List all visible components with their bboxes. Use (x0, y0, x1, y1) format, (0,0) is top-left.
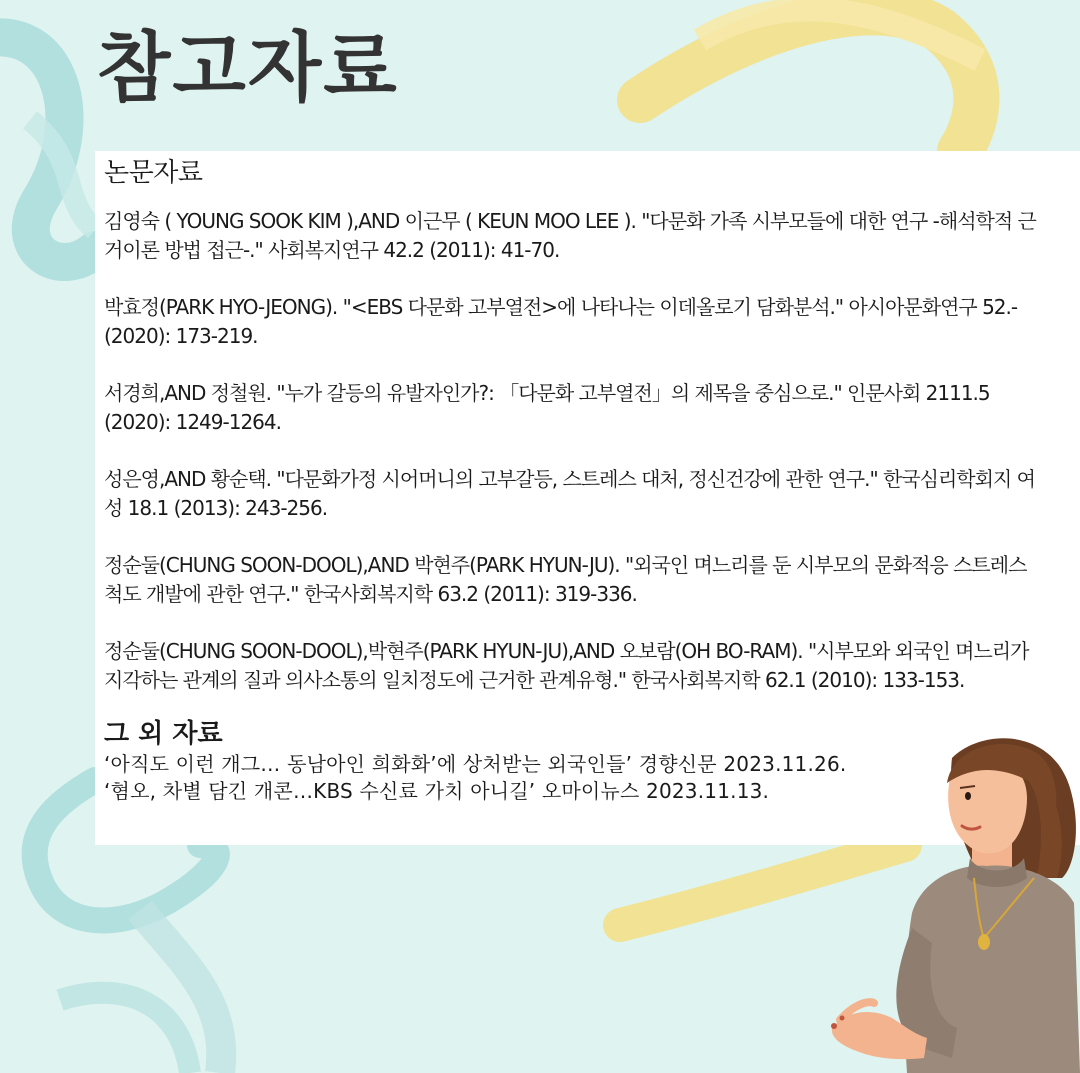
paper-reference: 정순둘(CHUNG SOON-DOOL),박현주(PARK HYUN-JU),AND 오보람(OH BO-RAM). "시부모와 외국인 며느리가 지각하는 관계의 질과 의사소통의 일치정도에 근거한 관계유형." 한국사회복지학 62.1 (2010): 133-153. (104, 639, 1029, 692)
news-reference: ‘아직도 이런 개그… 동남아인 희화화’에 상처받는 외국인들’ 경향신문 2023.11.26. (104, 752, 847, 776)
other-materials-heading: 그 외 자료 (104, 719, 223, 749)
page-title: 참고자료 (97, 23, 399, 112)
paper-reference-list (104, 207, 1066, 695)
paper-reference: 서경희,AND 정철원. "누가 갈등의 유발자인가?: 「다문화 고부열전」의 제목을 중심으로." 인문사회 2111.5 (2020): 1249-1264. (104, 381, 990, 434)
paper-reference: 정순둘(CHUNG SOON-DOOL),AND 박현주(PARK HYUN-JU). "외국인 며느리를 둔 시부모의 문화적응 스트레스 척도 개발에 관한 연구." 한국사회복지학 63.2 (2011): 319-336. (104, 553, 1027, 606)
news-reference: ‘혐오, 차별 담긴 개콘…KBS 수신료 가치 아니길’ 오마이뉴스 2023.11.13. (104, 779, 770, 803)
papers-heading: 논문자료 (104, 158, 203, 188)
paper-reference: 박효정(PARK HYO-JEONG). "<EBS 다문화 고부열전>에 나타나는 이데올로기 담화분석." 아시아문화연구 52.- (2020): 173-219. (104, 295, 1018, 348)
paper-reference: 성은영,AND 황순택. "다문화가정 시어머니의 고부갈등, 스트레스 대처, 정신건강에 관한 연구." 한국심리학회지 여성 18.1 (2013): 243-256. (104, 467, 1035, 520)
woman-illustration (812, 728, 1080, 1073)
paper-reference: 김영숙 ( YOUNG SOOK KIM ),AND 이근무 ( KEUN MOO LEE ). "다문화 가족 시부모들에 대한 연구 -해석학적 근거이론 방법 접근-." 사회복지연구 42.2 (2011): 41-70. (104, 209, 1036, 262)
